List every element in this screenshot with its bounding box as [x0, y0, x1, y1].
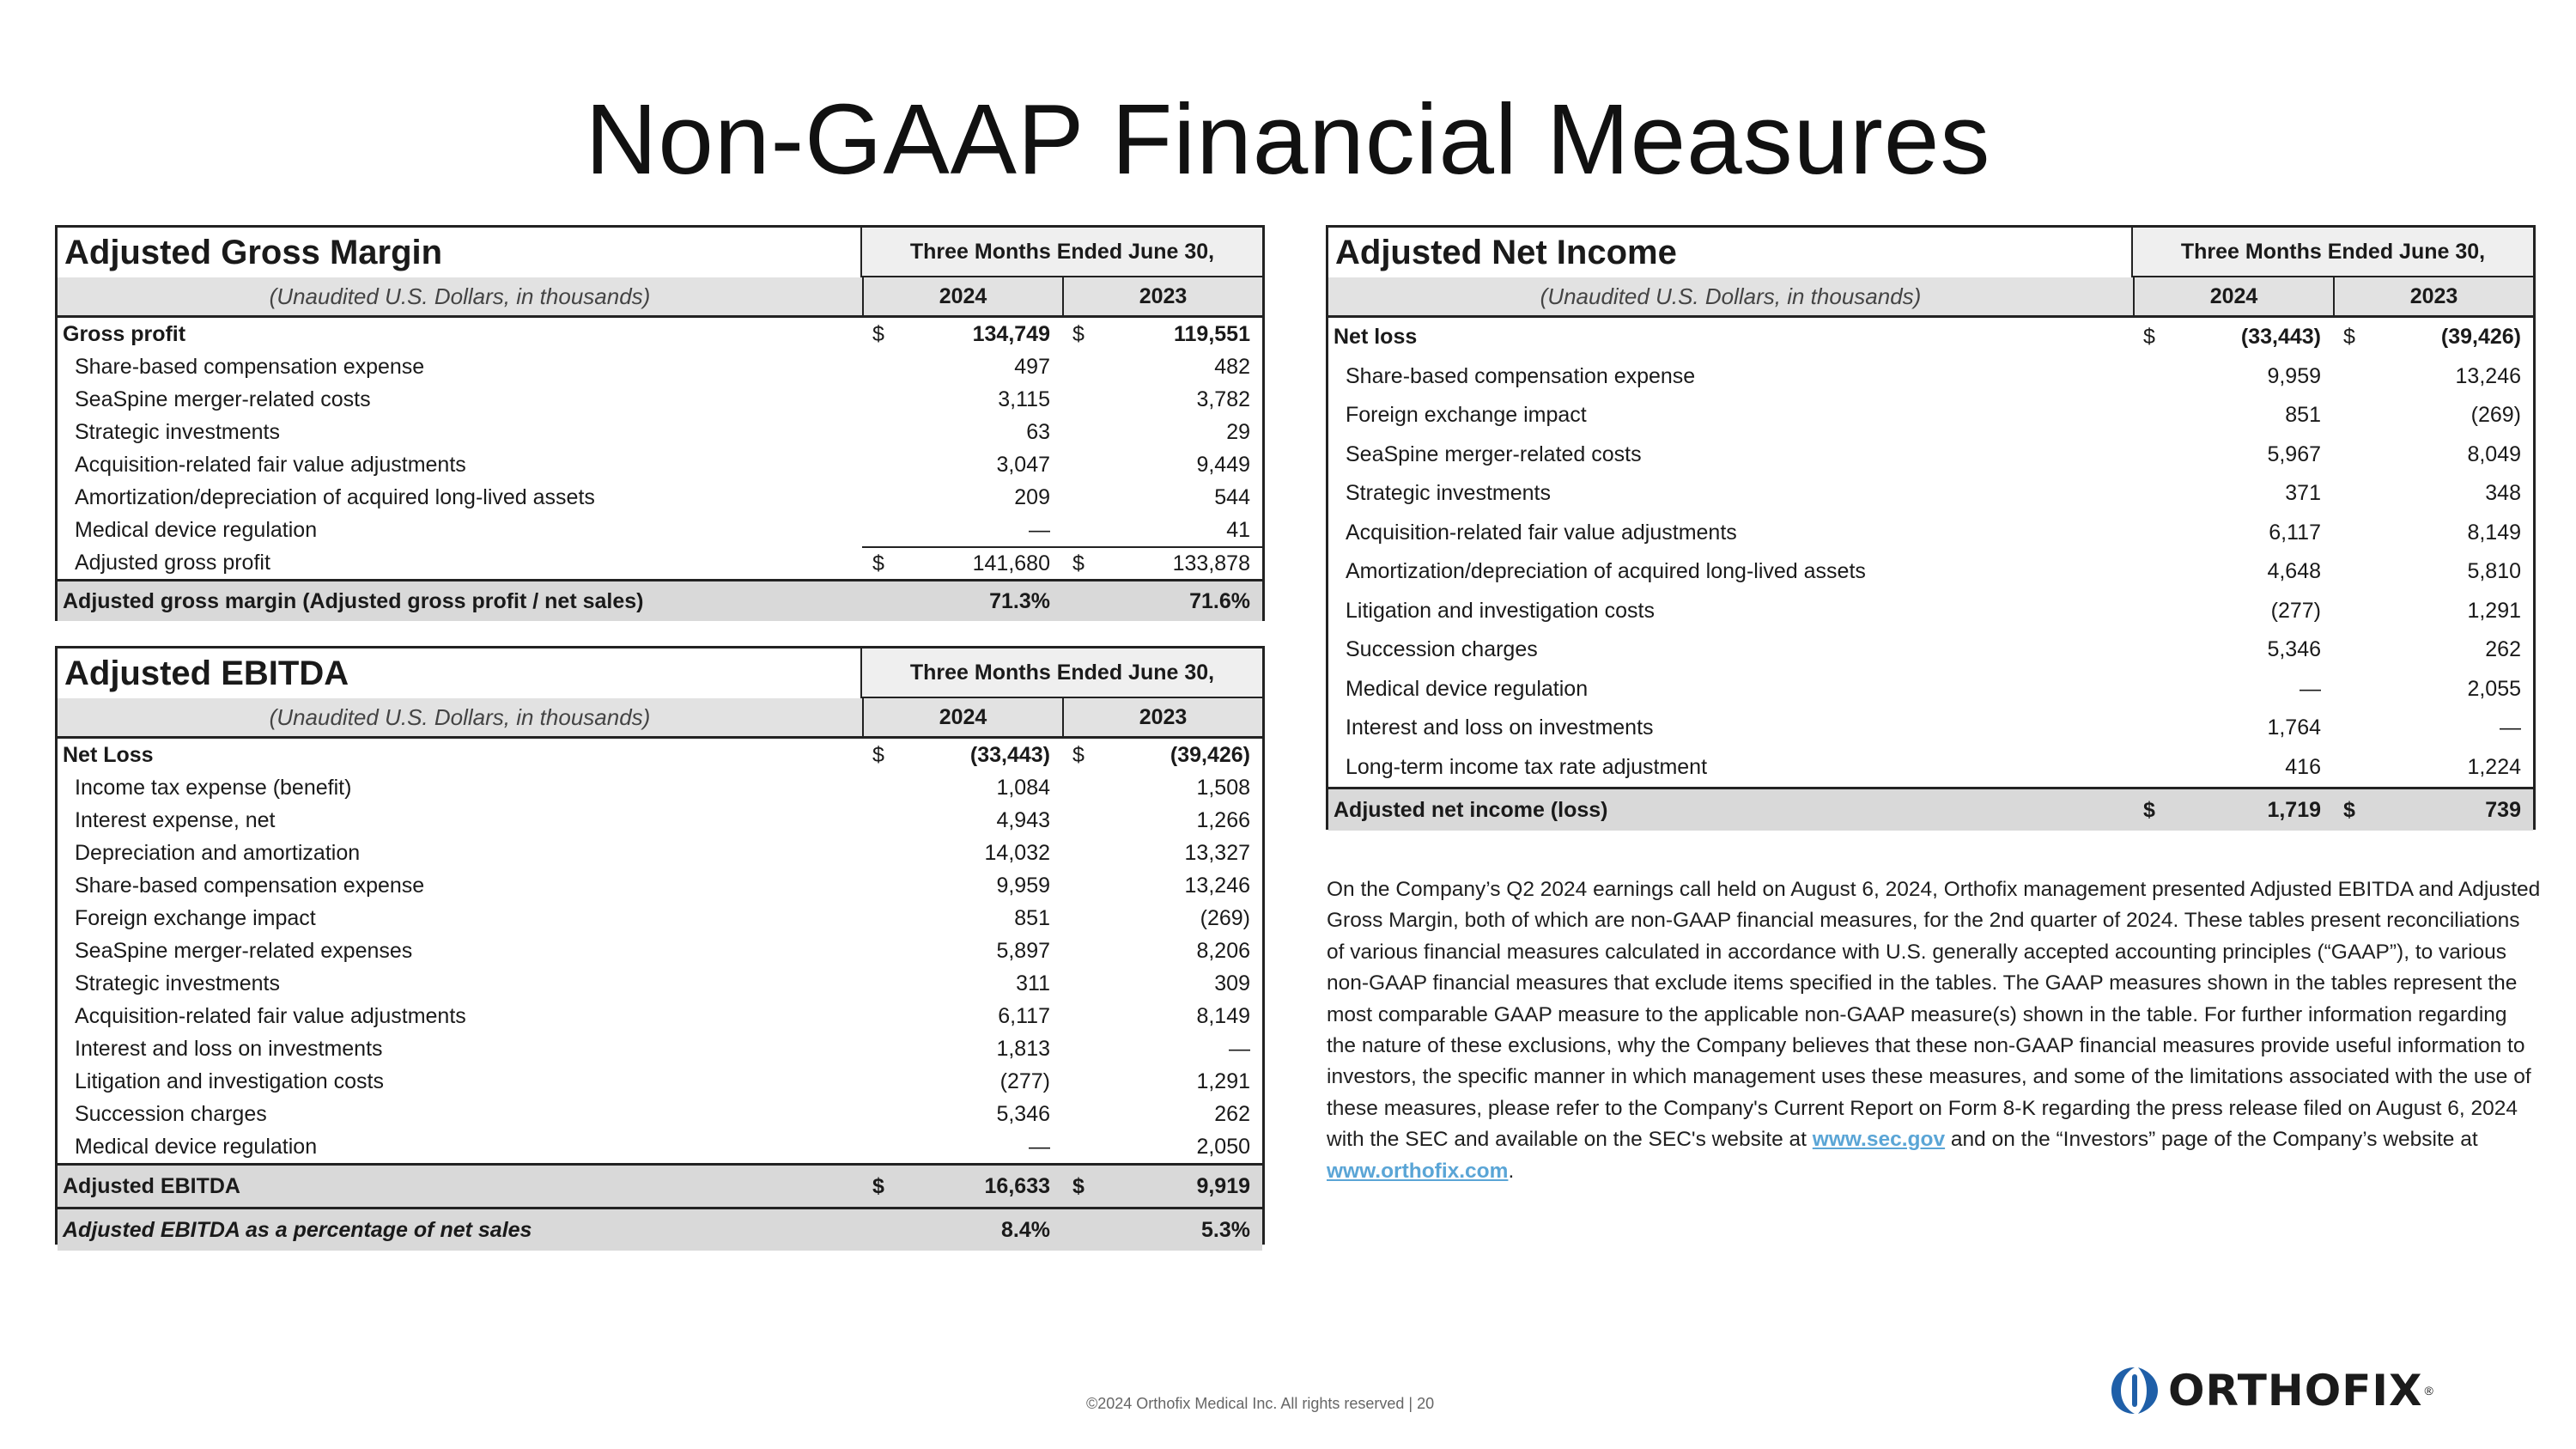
total-2023: 739 — [2485, 797, 2521, 822]
value-2024: 6,117 — [2269, 520, 2321, 545]
row-label: Strategic investments — [75, 419, 280, 444]
value-2024: — — [2300, 676, 2321, 701]
value-2023: 8,149 — [1196, 1003, 1250, 1028]
table-row — [58, 514, 1262, 546]
row-label: Depreciation and amortization — [75, 840, 361, 865]
table-row — [58, 1032, 1262, 1065]
table-row — [1328, 552, 2533, 592]
value-2023: 1,291 — [2467, 598, 2521, 623]
value-2024: — — [1029, 1134, 1050, 1159]
currency-symbol: $ — [1072, 551, 1084, 575]
table-title: Adjusted Net Income — [1335, 233, 1677, 271]
footer-copyright: ©2024 Orthofix Medical Inc. All rights reserved | 20 — [1086, 1395, 1435, 1412]
total-2023: 9,919 — [1196, 1173, 1250, 1198]
sec-link[interactable]: www.sec.gov — [1812, 1128, 1946, 1152]
table-row — [58, 967, 1262, 1000]
table-row — [58, 771, 1262, 804]
row-label: Net Loss — [63, 742, 154, 767]
currency-symbol: $ — [1072, 1173, 1084, 1198]
table-row — [58, 481, 1262, 514]
row-label: Succession charges — [1346, 637, 1538, 662]
value-2024: 497 — [1014, 354, 1050, 379]
row-label: Income tax expense (benefit) — [75, 775, 352, 800]
row-label: Share-based compensation expense — [75, 354, 425, 379]
row-label: Acquisition-related fair value adjustments — [75, 452, 466, 477]
percentage-row — [58, 1207, 1262, 1251]
row-label: Interest expense, net — [75, 807, 276, 832]
value-2024: 311 — [1016, 971, 1050, 995]
value-2024: 5,346 — [2267, 637, 2321, 662]
value-2024: 63 — [1026, 419, 1050, 444]
table-row — [1328, 357, 2533, 397]
row-label: Litigation and investigation costs — [75, 1068, 384, 1093]
currency-symbol: $ — [2343, 797, 2355, 822]
value-2023: 482 — [1214, 354, 1250, 379]
row-label: SeaSpine merger-related costs — [1346, 441, 1642, 466]
value-2024: (277) — [999, 1068, 1050, 1093]
value-2024: 5,967 — [2267, 441, 2321, 466]
currency-symbol: $ — [872, 1173, 884, 1198]
table-row — [58, 383, 1262, 416]
value-2023: 3,782 — [1196, 387, 1250, 411]
total-label: Adjusted gross margin (Adjusted gross profit / net sales) — [63, 588, 644, 613]
total-label: Adjusted net income (loss) — [1334, 797, 1608, 822]
value-2023: 8,049 — [2467, 441, 2521, 466]
value-2023: 29 — [1226, 419, 1250, 444]
row-label: Succession charges — [75, 1101, 267, 1126]
value-2024: 134,749 — [972, 321, 1050, 346]
logo-registered-mark: ® — [2424, 1384, 2433, 1397]
note-mid-text: and on the “Investors” page of the Company’s website at — [1950, 1128, 2478, 1152]
table-row — [58, 416, 1262, 448]
value-2024: 371 — [2285, 481, 2321, 506]
period-header: Three Months Ended June 30, — [2131, 228, 2533, 277]
explanatory-note — [1327, 874, 2542, 1187]
total-2024: 16,633 — [984, 1173, 1050, 1198]
table-row — [1328, 318, 2533, 357]
total-row — [58, 1163, 1262, 1207]
value-2024: (33,443) — [2240, 325, 2321, 350]
table-row — [58, 1065, 1262, 1098]
value-2024: (33,443) — [969, 742, 1050, 767]
table-row — [58, 837, 1262, 869]
table-row — [1328, 592, 2533, 631]
currency-symbol: $ — [872, 742, 884, 767]
value-2023: 41 — [1226, 517, 1250, 542]
value-2023: 1,266 — [1196, 807, 1250, 832]
total-label: Adjusted EBITDA — [63, 1173, 240, 1198]
value-2023: (269) — [2470, 403, 2521, 428]
table-row — [58, 804, 1262, 837]
units-subtitle: (Unaudited U.S. Dollars, in thousands) — [269, 703, 651, 730]
adjusted-gross-margin-table — [55, 225, 1265, 621]
value-2024: 209 — [1014, 484, 1050, 509]
year-header: 2023 — [1062, 698, 1262, 736]
value-2024: 1,813 — [996, 1036, 1050, 1061]
value-2023: 1,224 — [2467, 754, 2521, 779]
adjusted-net-income-table — [1326, 225, 2536, 830]
row-label: Adjusted gross profit — [75, 550, 270, 575]
table-row — [1328, 670, 2533, 709]
table-row — [58, 318, 1262, 350]
table-row — [1328, 630, 2533, 670]
table-row — [58, 546, 1262, 579]
value-2023: 309 — [1214, 971, 1250, 995]
row-label: Strategic investments — [1346, 481, 1551, 506]
value-2024: 4,648 — [2267, 559, 2321, 584]
table-row — [1328, 709, 2533, 748]
value-2023: 13,246 — [1184, 873, 1250, 898]
value-2023: 13,327 — [1184, 840, 1250, 865]
total-2024: 71.3% — [989, 588, 1050, 613]
row-label: Foreign exchange impact — [1346, 403, 1587, 428]
table-row — [58, 902, 1262, 935]
value-2024: 3,047 — [996, 452, 1050, 477]
table-row — [58, 739, 1262, 771]
row-label: Gross profit — [63, 321, 186, 346]
orthofix-logo-icon — [2108, 1364, 2161, 1417]
value-2023: 262 — [2485, 637, 2521, 662]
table-row — [58, 1098, 1262, 1130]
table-row — [58, 1000, 1262, 1032]
table-row — [1328, 474, 2533, 514]
table-title: Adjusted Gross Margin — [64, 233, 443, 271]
total-2024: 1,719 — [2267, 797, 2321, 822]
units-subtitle: (Unaudited U.S. Dollars, in thousands) — [1540, 283, 1922, 309]
value-2023: (39,426) — [1170, 742, 1250, 767]
year-header: 2023 — [1062, 277, 1262, 315]
value-2024: 141,680 — [972, 551, 1050, 575]
value-2023: — — [2500, 715, 2521, 740]
table-row — [1328, 514, 2533, 553]
row-label: Interest and loss on investments — [75, 1036, 383, 1061]
currency-symbol: $ — [1072, 321, 1084, 346]
row-label: Acquisition-related fair value adjustments — [1346, 520, 1737, 545]
logo-wordmark: ORTHOFIX — [2168, 1366, 2423, 1416]
table-title: Adjusted EBITDA — [64, 654, 349, 692]
year-header: 2023 — [2333, 277, 2533, 315]
total-2024: 8.4% — [1001, 1217, 1050, 1242]
value-2023: 9,449 — [1196, 452, 1250, 477]
value-2023: 13,246 — [2455, 363, 2521, 388]
value-2024: 1,084 — [996, 775, 1050, 800]
note-end: . — [1508, 1159, 1515, 1183]
row-label: Share-based compensation expense — [1346, 363, 1696, 388]
currency-symbol: $ — [2143, 797, 2155, 822]
row-label: Litigation and investigation costs — [1346, 598, 1655, 623]
value-2023: (39,426) — [2440, 325, 2521, 350]
value-2023: 2,050 — [1196, 1134, 1250, 1159]
year-header: 2024 — [862, 698, 1062, 736]
value-2024: 6,117 — [998, 1003, 1050, 1028]
total-row — [1328, 787, 2533, 831]
value-2023: 1,291 — [1196, 1068, 1250, 1093]
total-label: Adjusted EBITDA as a percentage of net sales — [63, 1217, 532, 1242]
total-row — [58, 579, 1262, 621]
table-row — [1328, 748, 2533, 788]
row-label: Amortization/depreciation of acquired long-lived assets — [1346, 559, 1866, 584]
table-row — [1328, 396, 2533, 435]
total-2023: 71.6% — [1189, 588, 1250, 613]
value-2023: — — [1229, 1036, 1250, 1061]
row-label: Strategic investments — [75, 971, 280, 995]
row-label: Interest and loss on investments — [1346, 715, 1654, 740]
row-label: SeaSpine merger-related costs — [75, 387, 371, 411]
value-2023: 262 — [1214, 1101, 1250, 1126]
value-2023: 5,810 — [2467, 559, 2521, 584]
value-2023: 119,551 — [1174, 321, 1250, 346]
adjusted-ebitda-table — [55, 646, 1265, 1245]
table-row — [58, 869, 1262, 902]
year-header: 2024 — [2133, 277, 2333, 315]
value-2024: 1,764 — [2267, 715, 2321, 740]
orthofix-logo — [2108, 1364, 2433, 1417]
value-2023: 8,206 — [1196, 938, 1250, 963]
row-label: Net loss — [1334, 325, 1418, 350]
table-row — [58, 935, 1262, 967]
value-2024: 3,115 — [998, 387, 1050, 411]
row-label: Amortization/depreciation of acquired long-lived assets — [75, 484, 595, 509]
value-2023: 8,149 — [2467, 520, 2521, 545]
orthofix-link[interactable]: www.orthofix.com — [1327, 1159, 1509, 1183]
year-header: 2024 — [862, 277, 1062, 315]
value-2024: 851 — [2285, 403, 2321, 428]
table-row — [58, 1130, 1262, 1163]
units-subtitle: (Unaudited U.S. Dollars, in thousands) — [269, 283, 651, 309]
value-2024: 5,897 — [996, 938, 1050, 963]
page-title: Non-GAAP Financial Measures — [585, 83, 1991, 195]
value-2024: 9,959 — [996, 873, 1050, 898]
row-label: Medical device regulation — [75, 517, 318, 542]
value-2024: (277) — [2270, 598, 2321, 623]
value-2023: 133,878 — [1172, 551, 1250, 575]
table-row — [58, 448, 1262, 481]
value-2023: 1,508 — [1196, 775, 1250, 800]
value-2024: 416 — [2285, 754, 2321, 779]
currency-symbol: $ — [2343, 325, 2355, 350]
value-2024: 851 — [1014, 905, 1050, 930]
currency-symbol: $ — [1072, 742, 1084, 767]
period-header: Three Months Ended June 30, — [860, 648, 1262, 698]
value-2023: 544 — [1214, 484, 1250, 509]
period-header: Three Months Ended June 30, — [860, 228, 1262, 277]
value-2024: 9,959 — [2267, 363, 2321, 388]
value-2024: 5,346 — [996, 1101, 1050, 1126]
row-label: Foreign exchange impact — [75, 905, 316, 930]
row-label: Acquisition-related fair value adjustments — [75, 1003, 466, 1028]
row-label: Share-based compensation expense — [75, 873, 425, 898]
value-2024: 4,943 — [996, 807, 1050, 832]
total-2023: 5.3% — [1201, 1217, 1250, 1242]
note-text: On the Company’s Q2 2024 earnings call held on August 6, 2024, Orthofix management presented Adjusted EBITDA and Adjusted Gross Margin, both of which are non-GAAP financial measures, for the 2nd quarter of 2024. These tables present reconciliations of various financial measures calculated in accordance with U.S. generally accepted accounting principles (“GAAP”), to various non-GAAP financial measures that exclude items specified in the tables. The GAAP measures shown in the tables represent the most comparable GAAP measure to the applicable non-GAAP measure(s) shown in the table. For further information regarding the nature of these exclusions, why the Company believes that these non-GAAP financial measures provide useful information to investors, the specific manner in which management uses these measures, and some of the limitations associated with the use of these measures, please refer to the Company's Current Report on Form 8-K regarding the press release filed on August 6, 2024 with the SEC and available on the SEC's website at — [1327, 878, 2541, 1152]
value-2024: 14,032 — [984, 840, 1050, 865]
value-2024: — — [1029, 517, 1050, 542]
value-2023: 348 — [2485, 481, 2521, 506]
value-2023: 2,055 — [2467, 676, 2521, 701]
row-label: Medical device regulation — [1346, 676, 1589, 701]
row-label: Long-term income tax rate adjustment — [1346, 754, 1708, 779]
currency-symbol: $ — [872, 321, 884, 346]
currency-symbol: $ — [2143, 325, 2155, 350]
table-row — [1328, 435, 2533, 475]
value-2023: (269) — [1200, 905, 1250, 930]
currency-symbol: $ — [872, 551, 884, 575]
table-row — [58, 350, 1262, 383]
row-label: Medical device regulation — [75, 1134, 318, 1159]
row-label: SeaSpine merger-related expenses — [75, 938, 413, 963]
